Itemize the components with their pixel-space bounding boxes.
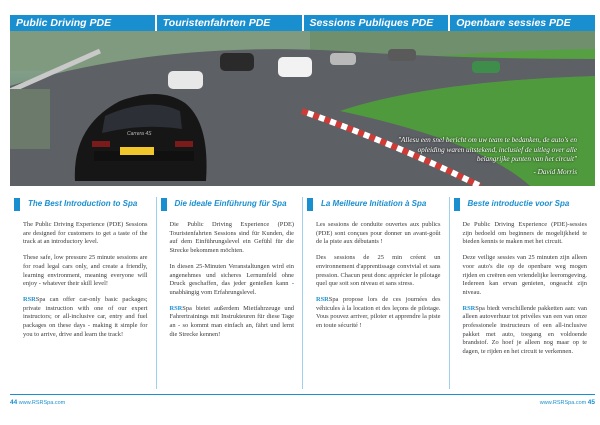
paragraph-text: Spa biedt verschillende pakketten aan: van alleen autoverhuur tot privéles van een van onze professionele instructeurs of een all-inclusive pakket met auto, toegang en voldoende brandstof. Zo hoef je alleen nog maar op te dagen, te rijden en het circuit te verkennen.	[462, 304, 587, 356]
column-body	[454, 221, 588, 357]
language-columns	[10, 197, 595, 389]
footer-right	[540, 399, 595, 406]
column-french	[303, 197, 450, 389]
website-link-right[interactable]: www.RSRSpa.com	[539, 400, 587, 406]
section-header-bar	[10, 15, 595, 31]
brand-name: RSR	[462, 304, 476, 312]
column-german	[157, 197, 304, 389]
paragraph-text: The Public Driving Experience (PDE) Sessions are designed for customers to get a taste of the track at an introductory level.	[23, 221, 148, 246]
paragraph-text: Spa can offer car-only basic packages; private instruction with one of our expert instructors; or all-inclusive car, entry and fuel packages on these days - making it simple for you to arrive, drive and learn the track!	[23, 295, 148, 338]
column-title: Die ideale Einführung für Spa	[174, 199, 287, 208]
column-title: La Meilleure Initiation à Spa	[321, 199, 427, 208]
column-paragraph	[23, 221, 148, 247]
paragraph-text: Des sessions de 25 min créent un environnement d'apprentissage convivial et sans pression. Chacun peut donc apprécier le pilotage quel que soit son niveau et sans stress.	[316, 254, 441, 288]
column-body	[307, 221, 441, 331]
paragraph-text: Les sessions de conduite ouvertes aux publics (PDE) sont conçues pour donner un avant-goût de la piste aux débutants !	[316, 221, 441, 246]
paragraph-text: In diesen 25-Minuten Veranstaltungen wird ein angenehmes und sicheres Lernumfeld ohne Druck geschaffen, das jeder genießen kann - unabhängig vom Erfahrungslevel.	[169, 262, 294, 296]
column-title: Beste introductie voor Spa	[467, 199, 570, 208]
brand-name: RSR	[23, 295, 36, 303]
column-paragraph	[463, 305, 588, 357]
column-paragraph	[463, 254, 588, 298]
flag-icon	[161, 198, 167, 211]
column-paragraph	[23, 296, 148, 340]
paragraph-text: Spa propose lors de ces journées des véhicules à la location et des leçons de pilotage. Vous pouvez arriver, piloter et apprendre la piste en toute sécurité !	[316, 295, 441, 330]
header-section-en: Public Driving PDE	[10, 15, 155, 31]
hero-photo	[10, 31, 595, 186]
flag-icon	[454, 198, 460, 211]
flag-icon	[14, 198, 20, 211]
column-paragraph	[170, 263, 295, 298]
brand-name: RSR	[169, 304, 183, 312]
header-section-nl: Openbare sessies PDE	[450, 15, 595, 31]
flag-icon	[307, 198, 313, 211]
paragraph-text: De Public Driving Experience (PDE)-sessies zijn bedoeld om beginners de mogelijkheid te bieden kennis te maken met het circuit.	[462, 221, 587, 246]
column-title: The Best Introduction to Spa	[28, 199, 138, 208]
brand-name: RSR	[316, 295, 329, 303]
header-section-fr: Sessions Publiques PDE	[304, 15, 449, 31]
footer-rule	[10, 394, 595, 395]
column-paragraph	[316, 296, 441, 331]
paragraph-text: Deze veilige sessies van 25 minuten zijn alleen voor auto's die op de openbare weg mogen rijden en creëren een vriendelijke leeromgeving. Iedereen kan ervan genieten, ongeacht zijn niveau.	[462, 254, 587, 296]
page-number-right: 45	[587, 399, 595, 406]
column-paragraph	[170, 305, 295, 340]
quote-author: - David Morris	[533, 167, 577, 176]
column-paragraph	[23, 254, 148, 289]
footer-left	[10, 399, 65, 406]
column-body	[161, 221, 295, 339]
quote-text: "Allesu een snel bericht om uw team te bedanken, de auto's en opleiding waren uitstekend, inclusief de uitleg over alle belangrijke punten van het circuit"	[397, 136, 577, 163]
paragraph-text: Die Public Driving Experience (PDE) Touristenfahrten Sessions sind für Kunden, die auf dem Einführungslevel ein Gefühl für die Strecke bekommen möchten.	[169, 221, 294, 255]
paragraph-text: Spa bietet außerdem Mietfahrzeuge und Fahrertrainings mit Instrukteuren für diese Tage an - so kommt man einfach an, fährt und lernt die Strecke kennen!	[169, 304, 294, 338]
column-dutch	[450, 197, 596, 389]
header-section-de: Touristenfahrten PDE	[157, 15, 302, 31]
paragraph-text: These safe, low pressure 25 minute sessions are for road legal cars only, and create a friendly, learning environment, meaning everyone will enjoy - whatever their skill level!	[23, 254, 148, 288]
page-number-left: 44	[10, 399, 18, 406]
website-link-left[interactable]: www.RSRSpa.com	[18, 400, 66, 406]
testimonial-quote	[387, 136, 577, 177]
column-paragraph	[316, 254, 441, 289]
car-badge: Carrera 4S	[127, 131, 152, 137]
column-body	[14, 221, 148, 339]
column-paragraph	[170, 221, 295, 256]
column-english	[10, 197, 157, 389]
column-paragraph	[463, 221, 588, 247]
column-paragraph	[316, 221, 441, 247]
